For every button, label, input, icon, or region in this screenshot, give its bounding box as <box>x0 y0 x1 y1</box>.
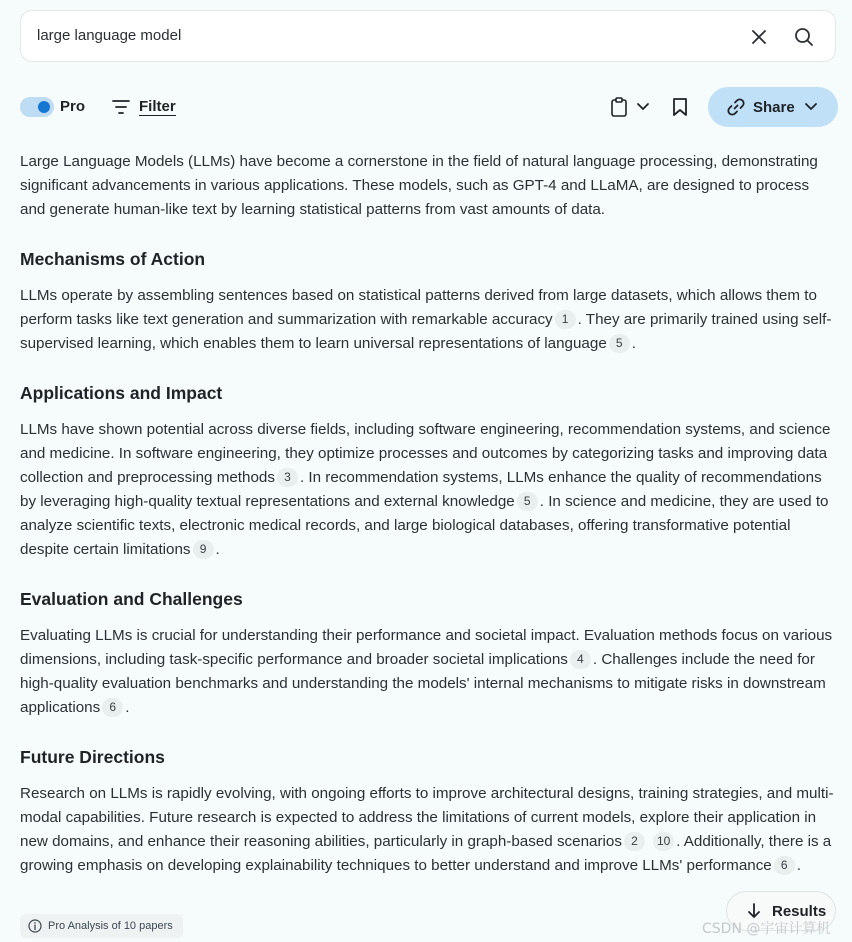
citation-badge[interactable]: 10 <box>653 832 674 851</box>
text-segment: . They are primarily trained using self-supervised learning, which enables them to learn universal representations of language <box>20 311 832 352</box>
search-input[interactable]: large language model <box>37 27 182 44</box>
watermark: CSDN @宇宙计算机 <box>702 921 831 937</box>
search-bar[interactable] <box>20 10 836 62</box>
link-icon <box>726 97 746 117</box>
text-segment: Evaluating LLMs is crucial for understanding their performance and societal impact. Evaluation methods focus on various dimensions, including task-specific performance and broader societal implications <box>20 627 833 668</box>
text-segment: . Additionally, there is a growing emphasis on developing explainability techniques to better understand and improve LLMs' performance <box>20 833 832 874</box>
citation-badge[interactable]: 2 <box>624 832 645 851</box>
citation-badge[interactable]: 5 <box>609 334 630 353</box>
text-segment <box>647 833 651 850</box>
close-icon[interactable] <box>749 27 769 47</box>
section-heading: Future Directions <box>20 747 165 767</box>
pro-analysis-label: Pro Analysis of 10 papers <box>48 920 173 932</box>
intro-paragraph: Large Language Models (LLMs) have become a cornerstone in the field of natural language processing, demonstrating significant advancements in various applications. These models, such as GPT-4 and LLaMA, are designed to process and generate human-like text by learning statistical patterns from vast amounts of data. <box>20 153 818 218</box>
clipboard-icon[interactable] <box>610 97 628 117</box>
text-segment: LLMs have shown potential across diverse fields, including software engineering, recommendation systems, and science and medicine. In software engineering, they optimize processes and outcomes by categorizing tasks and improving data collection and preprocessing methods <box>20 421 831 486</box>
citation-badge[interactable]: 1 <box>555 310 576 329</box>
citation-badge[interactable]: 3 <box>277 468 298 487</box>
filter-icon[interactable] <box>112 99 130 115</box>
search-icon[interactable] <box>793 26 815 48</box>
citation-badge[interactable]: 6 <box>102 698 123 717</box>
share-label: Share <box>753 99 795 116</box>
section-paragraph <box>20 284 835 356</box>
text-segment: . Challenges include the need for high-quality evaluation benchmarks and understanding the models' internal mechanisms to mitigate risks in downstream applications <box>20 651 826 716</box>
text-segment: . <box>631 335 636 352</box>
share-button[interactable] <box>708 87 838 127</box>
results-label: Results <box>772 903 827 920</box>
text-segment: . <box>125 699 130 716</box>
arrow-down-icon <box>747 903 761 919</box>
section-heading: Mechanisms of Action <box>20 249 206 269</box>
answer-content <box>20 150 835 878</box>
text-segment: Research on LLMs is rapidly evolving, with ongoing efforts to improve architectural designs, training strategies, and multi-modal capabilities. Future research is expected to address the limitations of current models, explore their application in new domains, and enhance their reasoning abilities, particularly in graph-based scenarios <box>20 785 834 850</box>
toggle-knob <box>38 101 50 113</box>
citation-badge[interactable]: 6 <box>774 856 795 875</box>
citation-badge[interactable]: 9 <box>193 540 214 559</box>
section-heading: Applications and Impact <box>20 383 223 403</box>
section-heading: Evaluation and Challenges <box>20 589 243 609</box>
bookmark-icon[interactable] <box>672 97 688 117</box>
text-segment: LLMs operate by assembling sentences based on statistical patterns derived from large datasets, which allows them to perform tasks like text generation and summarization with remarkable accuracy <box>20 287 817 328</box>
pro-analysis-badge[interactable] <box>20 914 183 938</box>
text-segment: . <box>796 857 801 874</box>
section-paragraph <box>20 782 835 878</box>
section-paragraph <box>20 418 835 562</box>
pro-toggle[interactable] <box>20 97 54 117</box>
citation-badge[interactable]: 4 <box>570 650 591 669</box>
filter-button[interactable]: Filter <box>139 98 176 115</box>
chevron-down-icon <box>804 101 818 113</box>
section-paragraph <box>20 624 835 720</box>
citation-badge[interactable]: 5 <box>517 492 538 511</box>
chevron-down-icon[interactable] <box>636 101 650 113</box>
text-segment: . In science and medicine, they are used to analyze scientific texts, electronic medical records, and large biological databases, offering transformative potential despite certain limitations <box>20 493 829 558</box>
info-icon <box>28 919 42 933</box>
pro-label: Pro <box>60 98 86 115</box>
toolbar <box>20 86 838 128</box>
text-segment: . <box>215 541 220 558</box>
text-segment: . In recommendation systems, LLMs enhance the quality of recommendations by leveraging high-quality textual representations and external knowledge <box>20 469 822 510</box>
